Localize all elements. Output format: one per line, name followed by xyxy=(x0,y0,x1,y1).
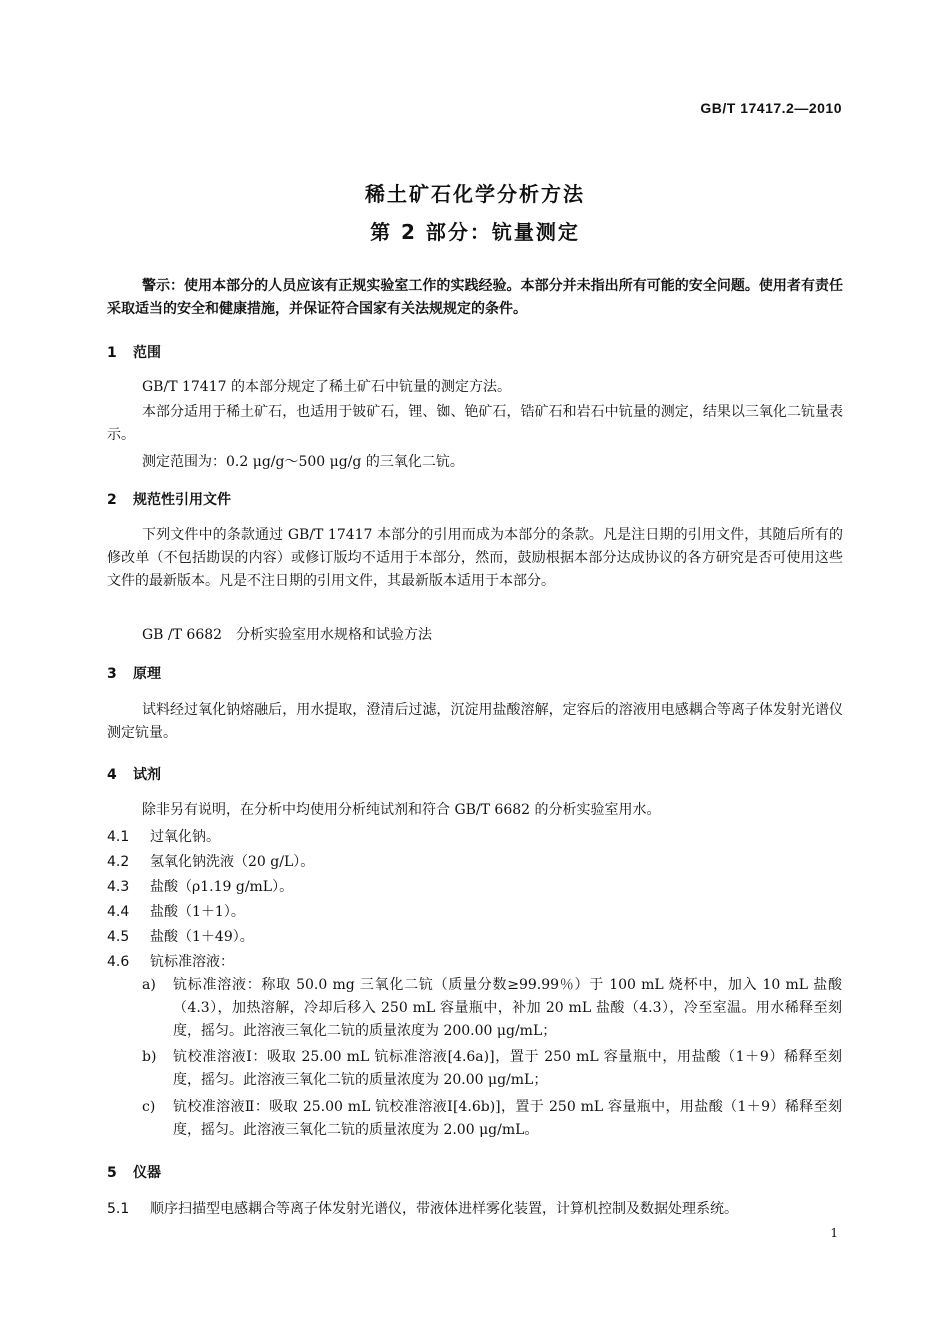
item-number: 5.1 xyxy=(107,1201,130,1217)
sub-item-text: 钪标准溶液：称取 50.0 mg 三氧化二钪（质量分数≥99.99％）于 100 mL 烧杯中，加入 10 mL 盐酸（4.3），加热溶解，冷却后移入 250 mL 容量瓶中，补加 20 mL 盐酸（4.3），冷至室温。用水稀释至刻度，摇匀。此溶液三氧化二钪的质量浓度为 200.00 μg/mL； xyxy=(173,977,842,1039)
section-title: 范围 xyxy=(133,345,161,361)
item-number: 4.6 xyxy=(107,954,130,970)
list-item xyxy=(107,851,314,871)
paragraph: GB/T 17417 的本部分规定了稀土矿石中钪量的测定方法。 xyxy=(142,379,511,395)
section-title: 试剂 xyxy=(133,767,161,783)
section-heading-principle xyxy=(107,663,161,683)
paragraph: 测定范围为：0.2 μg/g～500 μg/g 的三氧化二钪。 xyxy=(142,454,464,470)
item-text: 盐酸（ρ1.19 g/mL）。 xyxy=(150,879,294,895)
paragraph: 本部分适用于稀土矿石，也适用于铍矿石，锂、铷、铯矿石，锆矿石和岩石中钪量的测定，结果以三氧化二钪量表示。 xyxy=(107,404,843,443)
section-title: 原理 xyxy=(133,666,161,682)
page-number: 1 xyxy=(830,1226,838,1240)
list-item xyxy=(107,876,293,896)
warning-paragraph: 警示：使用本部分的人员应该有正规实验室工作的实践经验。本部分并未指出所有可能的安全问题。使用者有责任采取适当的安全和健康措施，并保证符合国家有关法规规定的条件。 xyxy=(107,278,843,317)
item-text: 氢氧化钠洗液（20 g/L）。 xyxy=(150,854,315,870)
sub-item xyxy=(142,1096,842,1142)
item-number: 4.4 xyxy=(107,904,130,920)
list-item xyxy=(107,901,245,921)
item-text: 盐酸（1＋1）。 xyxy=(150,904,245,920)
item-number: 4.2 xyxy=(107,854,130,870)
section-heading-scope xyxy=(107,342,161,362)
standard-code: GB/T 17417.2—2010 xyxy=(700,100,842,116)
sub-item-label: c) xyxy=(142,1099,156,1115)
document-title: 稀土矿石化学分析方法 xyxy=(365,182,585,206)
sub-item-label: b) xyxy=(142,1049,157,1065)
item-number: 4.5 xyxy=(107,929,130,945)
sub-item-text: 钪校准溶液Ⅱ：吸取 25.00 mL 钪校准溶液Ⅰ[4.6b)]，置于 250 mL 容量瓶中，用盐酸（1＋9）稀释至刻度，摇匀。此溶液三氧化二钪的质量浓度为 2.00 μg/mL。 xyxy=(173,1099,842,1138)
section-heading-normative-references xyxy=(107,489,231,509)
section-number: 2 xyxy=(107,492,117,508)
section-number: 3 xyxy=(107,666,117,682)
item-number: 4.1 xyxy=(107,829,130,845)
paragraph: 下列文件中的条款通过 GB/T 17417 本部分的引用而成为本部分的条款。凡是注日期的引用文件，其随后所有的修改单（不包括勘误的内容）或修订版均不适用于本部分，然而，鼓励根据本部分达成协议的各方研究是否可使用这些文件的最新版本。凡是不注日期的引用文件，其最新版本适用于本部分。 xyxy=(107,527,843,589)
reference-entry: GB /T 6682 分析实验室用水规格和试验方法 xyxy=(142,627,433,643)
list-item xyxy=(107,826,220,846)
section-title: 仪器 xyxy=(133,1165,161,1181)
sub-item-text: 钪校准溶液Ⅰ：吸取 25.00 mL 钪标准溶液[4.6a)]，置于 250 mL 容量瓶中，用盐酸（1＋9）稀释至刻度，摇匀。此溶液三氧化二钪的质量浓度为 20.00 μg/mL； xyxy=(173,1049,842,1088)
item-number: 4.3 xyxy=(107,879,130,895)
list-item xyxy=(107,926,254,946)
paragraph: 除非另有说明，在分析中均使用分析纯试剂和符合 GB/T 6682 的分析实验室用水。 xyxy=(142,802,661,818)
item-text: 顺序扫描型电感耦合等离子体发射光谱仪，带液体进样雾化装置，计算机控制及数据处理系统。 xyxy=(150,1201,738,1217)
list-item xyxy=(107,951,234,971)
sub-item xyxy=(142,1046,842,1092)
item-text: 过氧化钠。 xyxy=(150,829,220,845)
item-text: 盐酸（1＋49）。 xyxy=(150,929,254,945)
paragraph: 试料经过氧化钠熔融后，用水提取，澄清后过滤，沉淀用盐酸溶解，定容后的溶液用电感耦合等离子体发射光谱仪测定钪量。 xyxy=(107,702,843,741)
section-number: 1 xyxy=(107,345,117,361)
section-number: 5 xyxy=(107,1165,117,1181)
sub-item xyxy=(142,974,842,1043)
section-number: 4 xyxy=(107,767,117,783)
list-item xyxy=(107,1198,738,1218)
document-subtitle: 第 2 部分：钪量测定 xyxy=(370,220,580,244)
section-heading-apparatus xyxy=(107,1162,161,1182)
sub-item-label: a) xyxy=(142,977,156,993)
item-text: 钪标准溶液： xyxy=(150,954,234,970)
section-heading-reagents xyxy=(107,764,161,784)
section-title: 规范性引用文件 xyxy=(133,492,231,508)
